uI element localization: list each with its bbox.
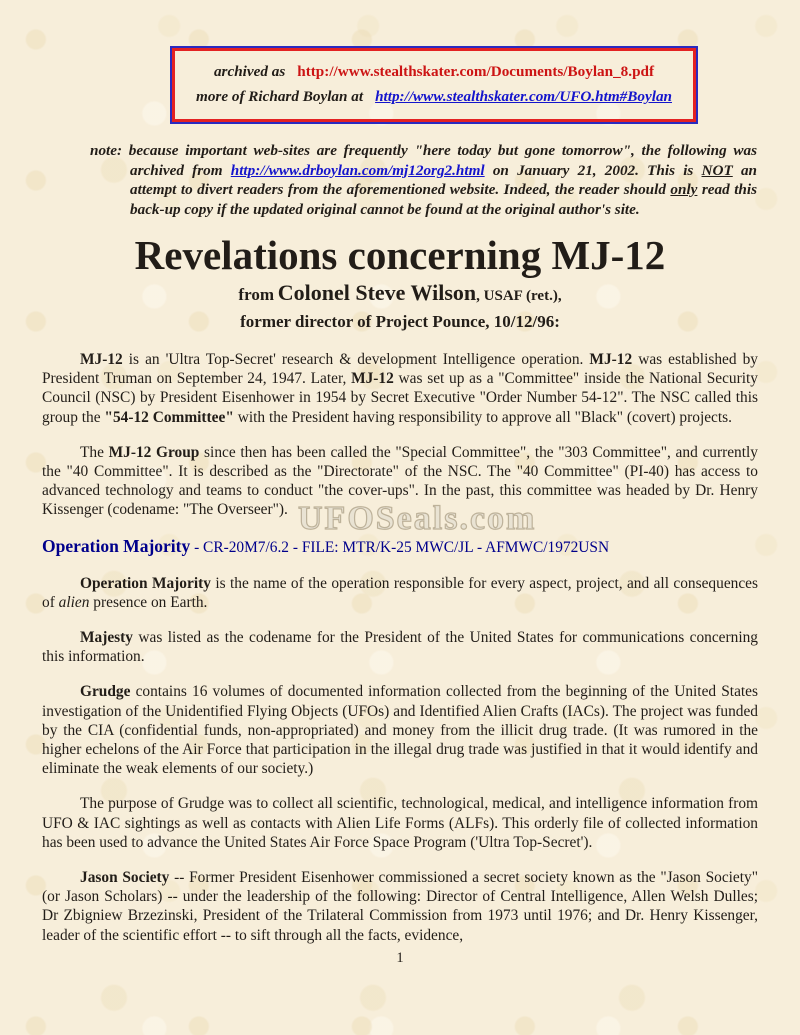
more-of-boylan-label: more of Richard Boylan at xyxy=(196,88,364,105)
text-run: Majesty xyxy=(80,629,133,647)
archive-banner-inner xyxy=(172,48,696,122)
text-run: MJ-12 xyxy=(80,351,123,368)
page-number: 1 xyxy=(396,949,404,966)
paragraph-mj12-intro xyxy=(42,350,758,427)
text-run: -- Former President Eisenhower commissioned a secret society known as the "Jason Society" (or Jason Scholars) -- under the leadership of the following: Director of Central Intelligence, Allen Welsh Dulles; Dr Zbigniew Brzezinski, President of the Trilateral Commission from 1973 until 1976; and Dr. Henry Kissenger, leader of the scientific effort -- to sift through all the facts, evidence, xyxy=(42,869,759,944)
text-run: MJ-12 xyxy=(351,370,394,388)
drboylan-archive-link[interactable]: http://www.drboylan.com/mj12org2.html xyxy=(230,161,485,179)
text-run: contains 16 volumes of documented information collected from the beginning of the United States investigation of the Unidentified Flying Objects (UFOs) and Identified Alien Crafts (IACs). The project was funded by the CIA (confidential funds, non-appropriated) and money from the illicit drug trade. (It was rumored in the higher echelons of the Air Force that participation in the illegal drug trade was justified in that it would identify and eliminate the weak elements of our society.) xyxy=(42,683,758,778)
byline-role: former director of Project Pounce, 10/12/96: xyxy=(240,312,560,331)
note-not-word: NOT xyxy=(701,161,733,179)
paragraph-jason-society xyxy=(42,868,758,945)
archived-as-label: archived as xyxy=(213,63,286,80)
text-run: with the President having responsibility to approve all "Black" (covert) projects. xyxy=(233,408,732,426)
byline xyxy=(0,279,800,310)
paragraph-mj12-group xyxy=(42,443,758,520)
note-after-not: an attempt to divert readers from the aforementioned website. Indeed, the reader should xyxy=(130,161,757,198)
text-run: MJ-12 Group xyxy=(108,443,200,461)
text-run: The xyxy=(80,443,109,461)
paragraph-grudge-purpose xyxy=(42,794,758,852)
text-run: since then has been called the "Special Committee", the "303 Committee", and currently the "40 Committee". It is described as the "Directorate" of the NSC. The "40 Committee" (PI-40) has access to advanced technology and teams to conduct "the cover-ups". In the past, this committee was headed by Dr. Henry Kissenger (codename: "The Overseer"). xyxy=(42,443,758,519)
boylan-ufo-link[interactable]: http://www.stealthskater.com/UFO.htm#Boylan xyxy=(375,88,672,105)
text-run: presence on Earth. xyxy=(89,593,208,611)
text-run: Operation Majority xyxy=(80,574,211,592)
section-heading-operation-majority xyxy=(42,536,758,558)
paragraph-operation-majority xyxy=(42,574,758,612)
text-run: "54-12 Committee" xyxy=(104,408,234,426)
page-title: Revelations concerning MJ-12 xyxy=(134,232,666,278)
text-run: The purpose of Grudge was to collect all scientific, technological, medical, and intelligence information from UFO & IAC sightings as well as contacts with Alien Life Forms (ALFs). This orderly file of collected information has been used to advance the United States Air Force Space Program ('Ultra Top-Secret'). xyxy=(42,795,758,851)
section-heading-bold: Operation Majority xyxy=(42,535,191,556)
paragraph-grudge xyxy=(42,682,758,778)
text-run: alien xyxy=(58,593,90,611)
byline-author: Colonel Steve Wilson xyxy=(277,280,477,305)
paragraph-majesty xyxy=(42,628,758,666)
text-run: is the name of the operation responsible for every aspect, project, and all consequences of xyxy=(42,574,758,611)
note-only-word: only xyxy=(670,181,698,198)
note-mid: on January 21, 2002. This is xyxy=(484,161,702,179)
note-tail: read this back-up copy if the updated original cannot be found at the original author's site. xyxy=(130,181,757,218)
text-run: is an 'Ultra Top-Secret' research & development Intelligence operation. xyxy=(122,351,590,368)
archive-banner xyxy=(170,46,698,124)
archive-pdf-link[interactable]: http://www.stealthskater.com/Documents/Boylan_8.pdf xyxy=(297,63,655,80)
byline-from: from xyxy=(238,285,274,304)
text-run: was listed as the codename for the President of the United States for communications concerning this information. xyxy=(42,629,758,666)
text-run: Jason Society xyxy=(80,869,170,887)
archive-line-1 xyxy=(181,60,687,83)
text-run: Grudge xyxy=(80,683,131,701)
text-run: was set up as a "Committee" inside the National Security Council (NSC) by President Eisenhower in 1954 by Secret Executive "Order Number 54-12". The NSC called this group the xyxy=(42,370,758,426)
archival-note xyxy=(90,141,757,219)
text-run: MJ-12 xyxy=(589,351,633,368)
text-run: was established by President Truman on September 24, 1947. Later, xyxy=(42,351,758,388)
note-lead: note: because important web-sites are frequently "here today but gone tomorrow", the following was archived from xyxy=(90,142,757,179)
watermark-text: UFOSeals.com xyxy=(298,500,537,537)
byline-rank: , USAF (ret.), xyxy=(476,288,562,304)
archive-line-2 xyxy=(181,85,687,108)
section-heading-file-ref: - CR-20M7/6.2 - FILE: MTR/K-25 MWC/JL - AFMWC/1972USN xyxy=(190,538,610,556)
